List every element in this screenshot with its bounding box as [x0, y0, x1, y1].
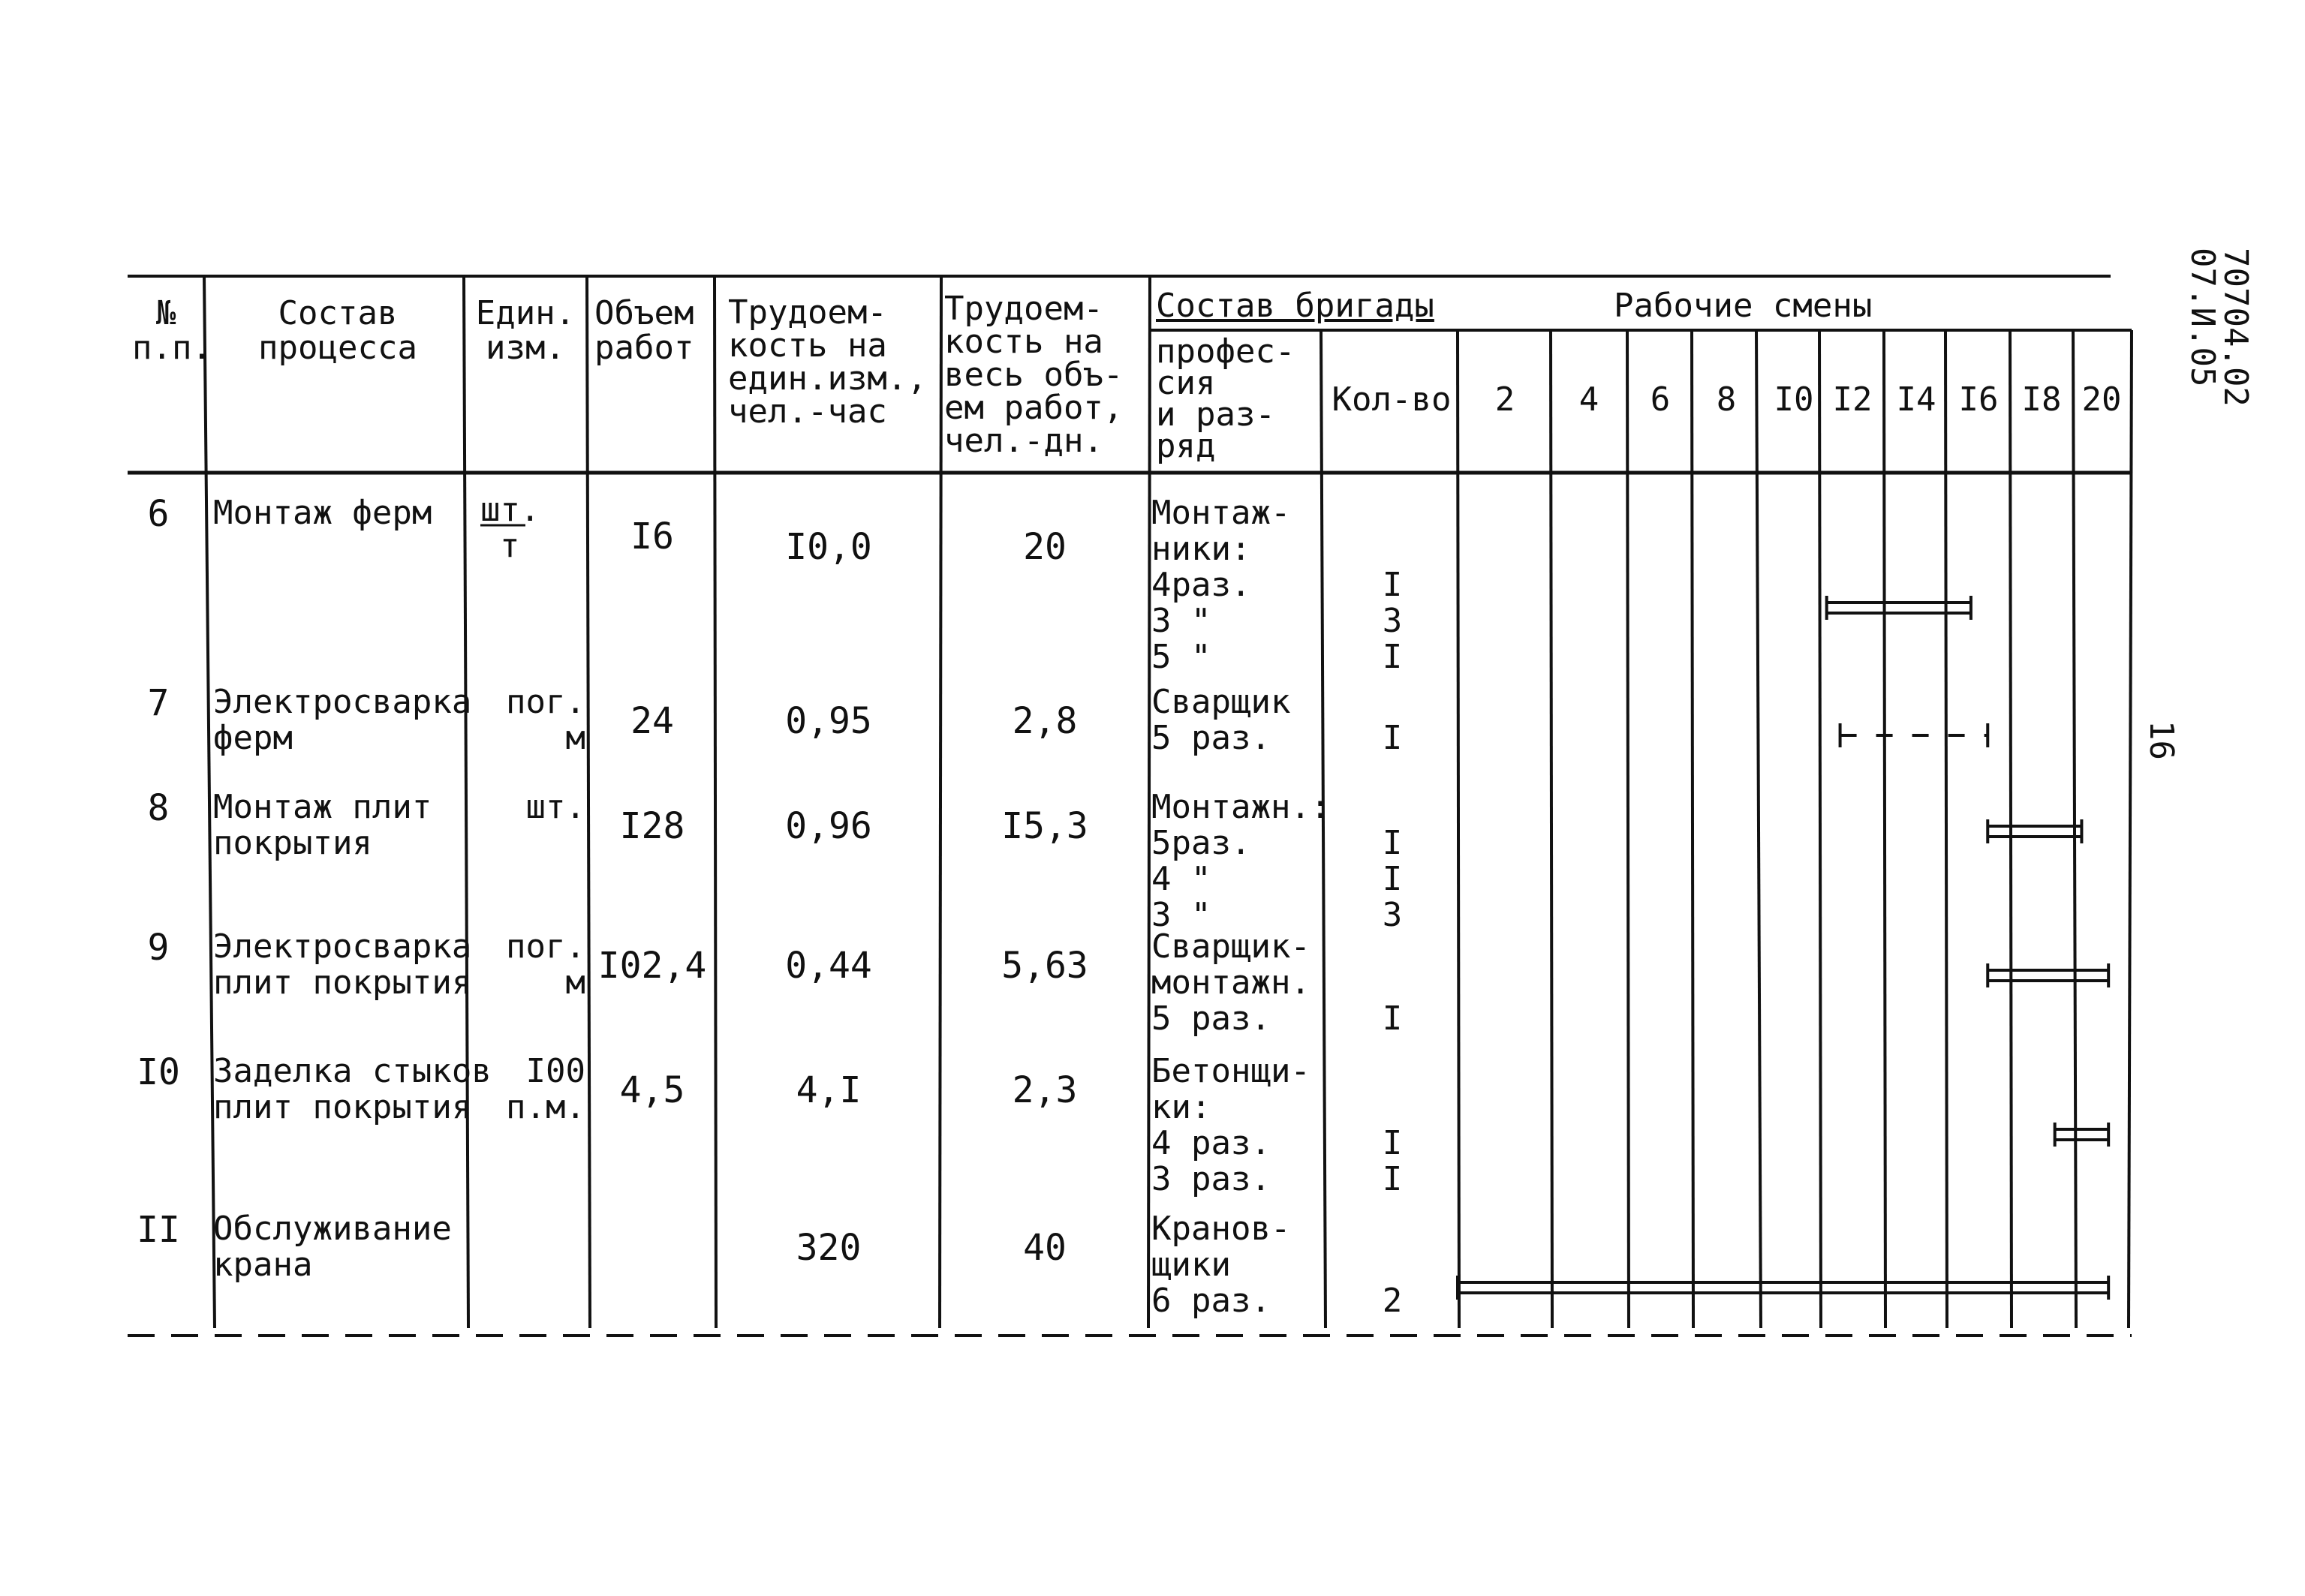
worker-count: I I — [1382, 1124, 1403, 1198]
header-process: Состав процесса — [258, 294, 417, 367]
header-profession: профес- сия и раз- ряд — [1156, 332, 1295, 465]
profession: Монтаж- ники: 4раз. 3 " 5 " — [1151, 494, 1291, 676]
labor-per-unit: 320 — [796, 1227, 862, 1269]
shift-label: I8 — [2021, 380, 2062, 419]
labor-per-unit: 0,96 — [785, 805, 872, 847]
volume: I02,4 — [597, 945, 707, 987]
shift-label: 4 — [1578, 380, 1599, 419]
schedule-bar — [2055, 1123, 2109, 1147]
row-number: 9 — [147, 927, 170, 969]
header-labor-total: Трудоем- кость на весь объ- ем работ, чел.-дн. — [944, 290, 1124, 460]
process-name: Заделка стыков плит покрытия — [213, 1052, 492, 1126]
unit: I00 п.м. — [506, 1052, 585, 1126]
labor-per-unit: 4,I — [796, 1069, 862, 1111]
profession: Кранов- щики 6 раз. — [1151, 1210, 1291, 1320]
process-name: Электросварка плит покрытия — [213, 927, 472, 1002]
row-number: I0 — [137, 1051, 180, 1093]
schedule-bar — [1988, 963, 2108, 987]
labor-total: 40 — [1023, 1227, 1067, 1269]
header-labor-unit: Трудоем- кость на един.изм., чел.-час — [728, 293, 927, 431]
worker-count: I — [1382, 999, 1403, 1038]
process-name: Монтаж плит покрытия — [213, 788, 432, 862]
profession: Монтажн.: 5раз. 4 " 3 " — [1151, 788, 1331, 934]
shift-label: I4 — [1896, 380, 1936, 419]
unit: пог. м — [506, 927, 585, 1002]
shift-label: I2 — [1832, 380, 1873, 419]
labor-total: 2,8 — [1012, 700, 1078, 742]
worker-count: I I 3 — [1382, 824, 1403, 934]
header-count: Кол-во — [1332, 380, 1452, 419]
header-volume: Объем работ — [594, 294, 694, 367]
worker-count: I 3 I — [1382, 566, 1403, 676]
profession: Бетонщи- ки: 4 раз. 3 раз. — [1151, 1052, 1310, 1198]
unit-denominator: т — [500, 527, 520, 565]
volume: I6 — [630, 515, 674, 558]
labor-total: 20 — [1023, 526, 1067, 568]
shift-label: I6 — [1958, 380, 1999, 419]
row-number: II — [137, 1209, 180, 1251]
profession: Сварщик 5 раз. — [1151, 683, 1291, 757]
labor-per-unit: 0,95 — [785, 700, 872, 742]
header-number: № п.п. — [132, 294, 212, 367]
worker-count: 2 — [1382, 1282, 1403, 1320]
labor-per-unit: 0,44 — [785, 945, 872, 987]
shift-label: 8 — [1716, 380, 1737, 419]
labor-total: 5,63 — [1001, 945, 1088, 987]
row-number: 8 — [147, 787, 170, 829]
labor-total: I5,3 — [1001, 805, 1088, 847]
shift-label: 20 — [2081, 380, 2122, 419]
process-name: Монтаж ферм — [213, 494, 432, 532]
labor-per-unit: I0,0 — [785, 526, 872, 568]
header-brigade: Состав бригады — [1156, 287, 1434, 325]
schedule-bar — [1988, 819, 2081, 843]
header-shifts: Рабочие смены — [1614, 287, 1873, 325]
shift-label: I0 — [1774, 380, 1814, 419]
page-number: 16 — [2142, 720, 2180, 760]
volume: 24 — [630, 700, 674, 742]
process-name: Электросварка ферм — [213, 683, 472, 757]
unit: шт. — [525, 788, 585, 826]
labor-total: 2,3 — [1012, 1069, 1078, 1111]
profession: Сварщик- монтажн. 5 раз. — [1151, 927, 1310, 1038]
schedule-bar — [1827, 596, 1971, 620]
shift-label: 2 — [1494, 380, 1515, 419]
volume: 4,5 — [619, 1069, 685, 1111]
row-number: 6 — [147, 493, 170, 535]
unit: пог. м — [506, 683, 585, 757]
shift-label: 6 — [1650, 380, 1671, 419]
volume: I28 — [619, 805, 685, 847]
header-unit: Един. изм. — [475, 294, 576, 367]
document-code: 70704.02 07.И.05 — [2183, 248, 2255, 407]
process-name: Обслуживание крана — [213, 1210, 452, 1284]
unit-numerator: шт. — [480, 491, 540, 529]
row-number: 7 — [147, 682, 170, 724]
worker-count: I — [1382, 719, 1403, 757]
schedule-bar — [1840, 723, 1988, 747]
